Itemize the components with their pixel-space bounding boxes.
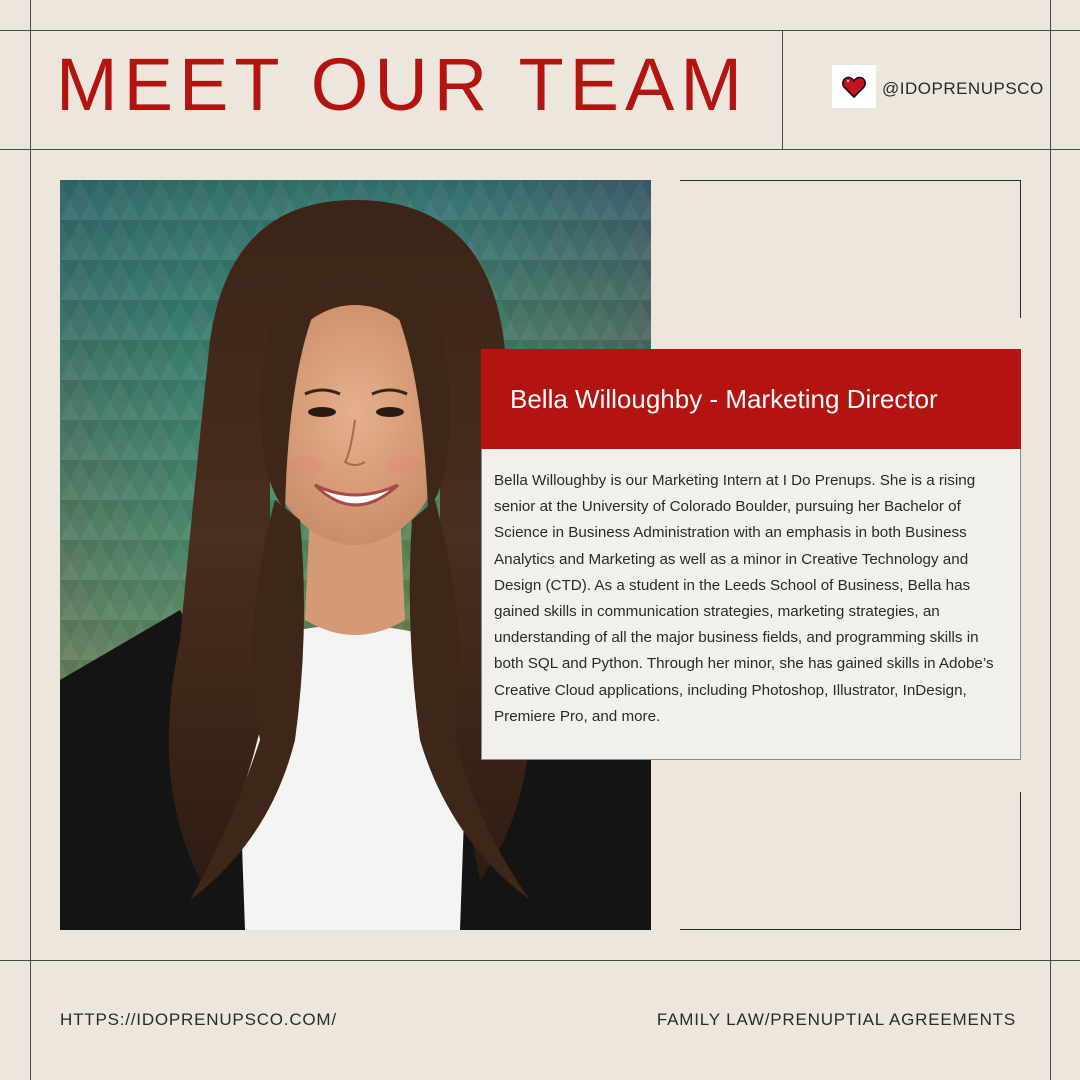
grid-line-header-bottom: [0, 149, 1080, 150]
grid-line-right: [1050, 0, 1051, 1080]
header-divider: [782, 30, 783, 149]
grid-line-left: [30, 0, 31, 1080]
social-handle[interactable]: @IDOPRENUPSCO: [882, 79, 1044, 98]
frame-right-top-line: [1020, 180, 1021, 318]
grid-line-top: [0, 30, 1080, 31]
frame-top-line: [680, 180, 1021, 181]
website-link[interactable]: HTTPS://IDOPRENUPSCO.COM/: [60, 1010, 337, 1029]
page-title: MEET OUR TEAM: [56, 43, 749, 126]
frame-right-bottom-line: [1020, 792, 1021, 930]
member-name-title: [481, 349, 1021, 449]
heart-logo: [832, 65, 876, 108]
member-name-title-text: Bella Willoughby - Marketing Director: [510, 383, 938, 414]
footer-tagline: FAMILY LAW/PRENUPTIAL AGREEMENTS: [656, 1010, 1016, 1029]
member-bio: Bella Willoughby is our Marketing Intern at I Do Prenups. She is a rising senior at the University of Colorado Boulder, pursuing her Bachelor of Science in Business Administration with an emphasis in both Business Analytics and Marketing as well as a minor in Creative Technology and Design (CTD). As a student in the Leeds School of Business, Bella has gained skills in communication strategies, marketing strategies, an understanding of all the major business fields, and programming skills in both SQL and Python. Through her minor, she has gained skills in Adobe’s Creative Cloud applications, including Photoshop, Illustrator, InDesign, Premiere Pro, and more.: [481, 449, 1021, 760]
frame-bottom-line: [680, 929, 1021, 930]
grid-line-footer-top: [0, 960, 1080, 961]
heart-icon: [842, 76, 866, 98]
